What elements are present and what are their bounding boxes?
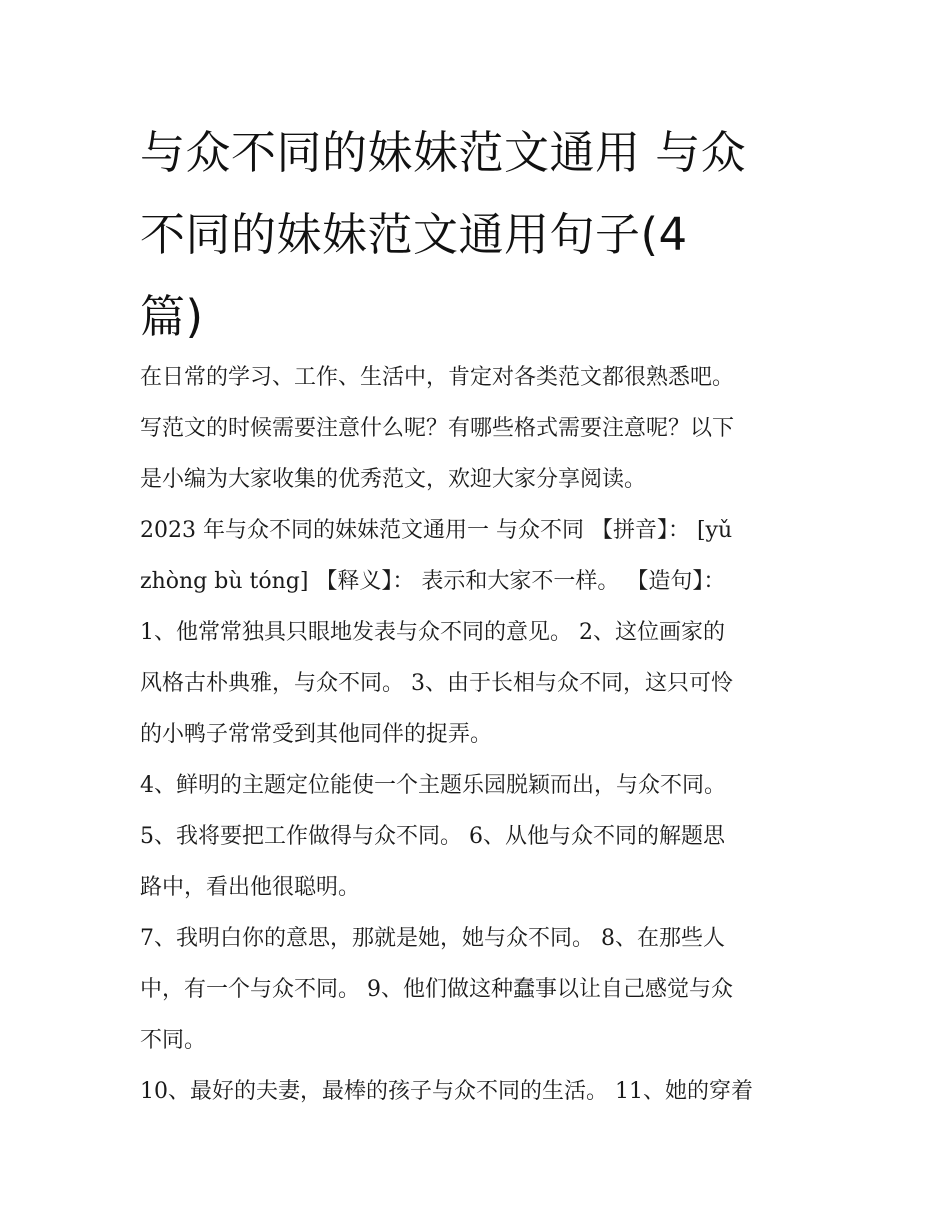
body-line: 1、他常常独具只眼地发表与众不同的意见。 2、这位画家的 xyxy=(140,620,725,645)
body-line: 10、最好的夫妻，最棒的孩子与众不同的生活。 11、她的穿着 xyxy=(140,1079,753,1104)
body-line: 路中，看出他很聪明。 xyxy=(140,875,361,900)
body-line: 中，有一个与众不同。 9、他们做这种蠢事以让自己感觉与众 xyxy=(140,977,733,1002)
body-line: 在日常的学习、工作、生活中，肯定对各类范文都很熟悉吧。 xyxy=(140,365,735,390)
document-title xyxy=(140,112,820,358)
body-line: 不同。 xyxy=(140,1028,207,1053)
body-line: 写范文的时候需要注意什么呢？有哪些格式需要注意呢？以下 xyxy=(140,416,735,441)
title-line: 不同的妹妹范文通用句子(4 xyxy=(140,208,688,261)
body-line: zhòng bù tóng] 【释义】： 表示和大家不一样。 【造句】： xyxy=(140,569,726,594)
body-line: 是小编为大家收集的优秀范文，欢迎大家分享阅读。 xyxy=(140,467,647,492)
title-line: 篇) xyxy=(140,290,204,343)
body-line: 5、我将要把工作做得与众不同。 6、从他与众不同的解题思 xyxy=(140,824,725,849)
body-line: 4、鲜明的主题定位能使一个主题乐园脱颖而出，与众不同。 xyxy=(140,773,726,798)
document-body xyxy=(140,357,820,1122)
body-line: 的小鸭子常常受到其他同伴的捉弄。 xyxy=(140,722,493,747)
body-line: 2023 年与众不同的妹妹范文通用一 与众不同 【拼音】： [yǔ xyxy=(140,518,733,543)
title-line: 与众不同的妹妹范文通用 与众 xyxy=(140,126,747,179)
body-line: 7、我明白你的意思，那就是她，她与众不同。 8、在那些人 xyxy=(140,926,725,951)
body-line: 风格古朴典雅，与众不同。 3、由于长相与众不同，这只可怜 xyxy=(140,671,733,696)
